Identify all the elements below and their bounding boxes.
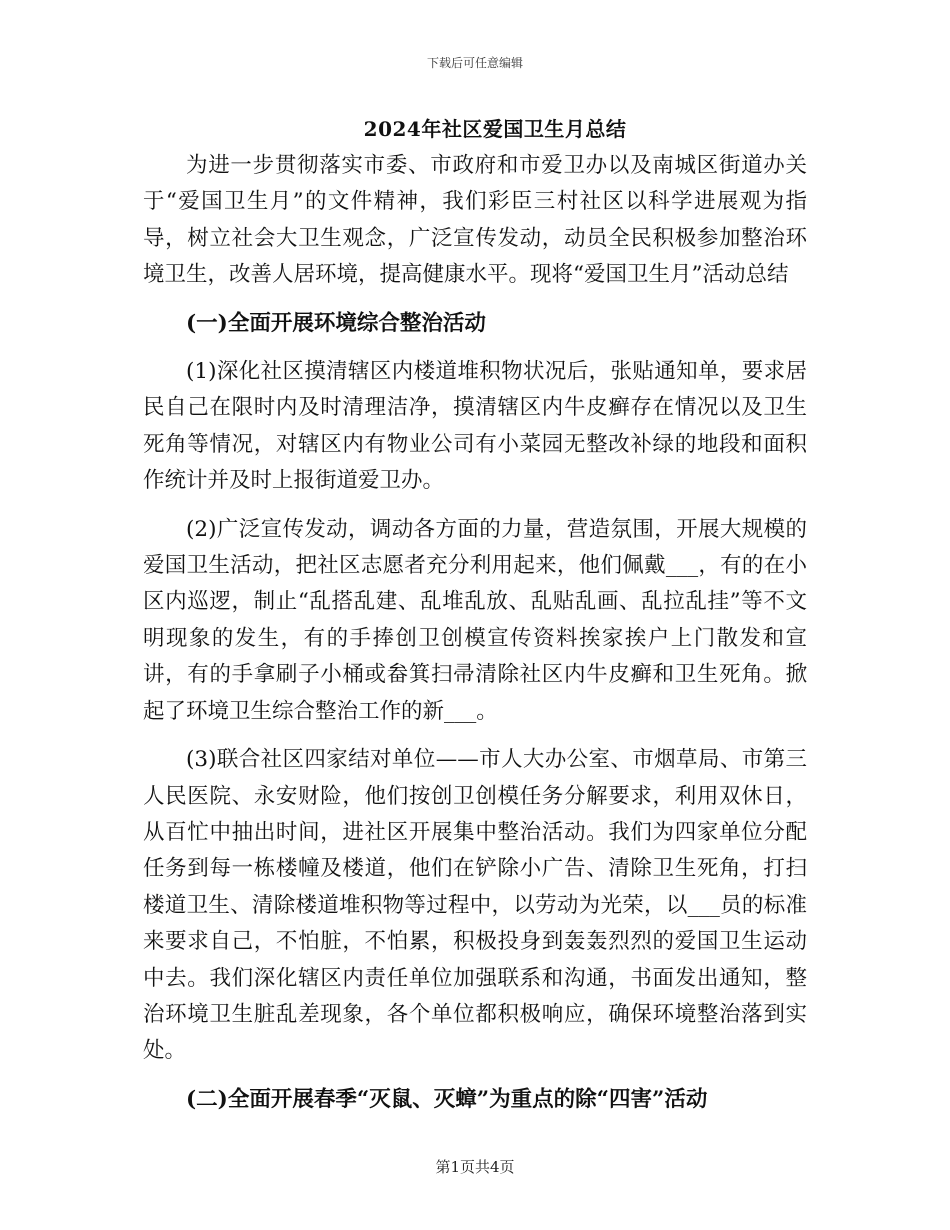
- intro-paragraph: 为进一步贯彻落实市委、市政府和市爱卫办以及南城区街道办关于“爱国卫生月”的文件精神，我们彩臣三村社区以科学进展观为指导，树立社会大卫生观念，广泛宣传发动，动员全民积极参加整治环境卫生，改善人居环境，提高健康水平。现将“爱国卫生月”活动总结: [143, 153, 807, 288]
- section-1-item-3: (3)联合社区四家结对单位——市人大办公室、市烟草局、市第三人民医院、永安财险，他们按创卫创模任务分解要求，利用双休日，从百忙中抽出时间，进社区开展集中整治活动。我们为四家单位分配任务到每一栋楼幢及楼道，他们在铲除小广告、清除卫生死角，打扫楼道卫生、清除楼道堆积物等过程中，以劳动为光荣，以___员的标准来要求自己，不怕脏，不怕累，积极投身到轰轰烈烈的爱国卫生运动中去。我们深化辖区内责任单位加强联系和沟通，书面发出通知，整治环境卫生脏乱差现象，各个单位都积极响应，确保环境整治落到实处。: [143, 747, 807, 1064]
- header-note: 下载后可任意编辑: [426, 56, 523, 70]
- document-body: [143, 148, 807, 1118]
- section-1-item-2: (2)广泛宣传发动，调动各方面的力量，营造氛围，开展大规模的爱国卫生活动，把社区志愿者充分利用起来，他们佩戴___，有的在小区内巡逻，制止“乱搭乱建、乱堆乱放、乱贴乱画、乱拉乱挂”等不文明现象的发生，有的手捧创卫创模宣传资料挨家挨户上门散发和宣讲，有的手拿刷子小桶或畚箕扫帚清除社区内牛皮癣和卫生死角。掀起了环境卫生综合整治工作的新___。: [143, 516, 807, 724]
- section-2-heading: (二)全面开展春季“灭鼠、灭蟑”为重点的除“四害”活动: [186, 1086, 708, 1112]
- page-footer: 第1页共4页: [435, 1158, 515, 1176]
- section-1-heading: (一)全面开展环境综合整治活动: [186, 310, 486, 336]
- section-1-item-1: (1)深化社区摸清辖区内楼道堆积物状况后，张贴通知单，要求居民自己在限时内及时清理洁净，摸清辖区内牛皮癣存在情况以及卫生死角等情况，对辖区内有物业公司有小菜园无整改补绿的地段和面积作统计并及时上报街道爱卫办。: [143, 359, 807, 494]
- document-title: 2024年社区爱国卫生月总结: [363, 117, 627, 141]
